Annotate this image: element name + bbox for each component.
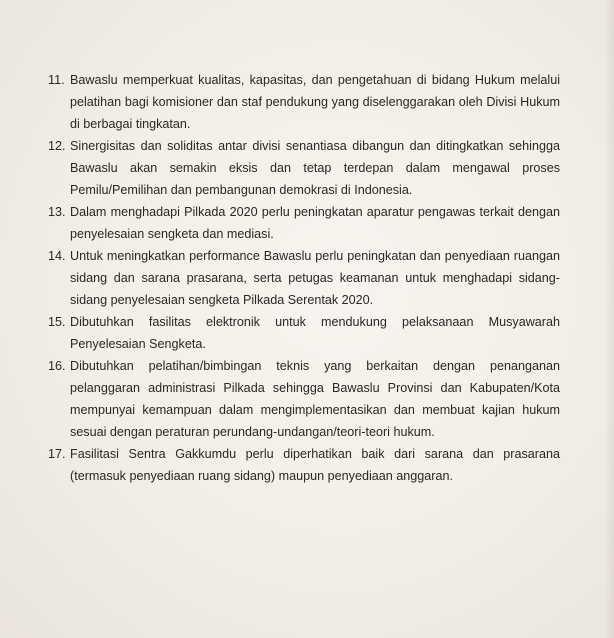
item-number: 14. [48, 249, 66, 263]
recommendation-list [48, 69, 560, 487]
item-number: 13. [48, 205, 66, 219]
list-item [48, 311, 560, 355]
item-text: Untuk meningkatkan performance Bawaslu perlu peningkatan dan penyediaan ruangan sidang dan sarana prasarana, serta petugas keamanan untuk menghadapi sidang-sidang penyelesaian sengketa Pilkada Serentak 2020. [70, 249, 560, 307]
list-item [48, 135, 560, 201]
list-item [48, 355, 560, 443]
item-text: Dibutuhkan pelatihan/bimbingan teknis yang berkaitan dengan penanganan pelanggaran administrasi Pilkada sehingga Bawaslu Provinsi dan Kabupaten/Kota mempunyai kemampuan dalam mengimplementasikan dan membuat kajian hukum sesuai dengan peraturan perundang-undangan/teori-teori hukum. [70, 359, 560, 439]
item-number: 16. [48, 359, 66, 373]
list-item [48, 245, 560, 311]
item-number: 17. [48, 447, 66, 461]
item-text: Dibutuhkan fasilitas elektronik untuk mendukung pelaksanaan Musyawarah Penyelesaian Sengketa. [70, 315, 560, 351]
item-number: 12. [48, 139, 66, 153]
item-text: Dalam menghadapi Pilkada 2020 perlu peningkatan aparatur pengawas terkait dengan penyelesaian sengketa dan mediasi. [70, 205, 560, 241]
item-text: Sinergisitas dan soliditas antar divisi senantiasa dibangun dan ditingkatkan sehingga Bawaslu akan semakin eksis dan tetap terdepan dalam mengawal proses Pemilu/Pemilihan dan pembangunan demokrasi di Indonesia. [70, 139, 560, 197]
item-text: Fasilitasi Sentra Gakkumdu perlu diperhatikan baik dari sarana dan prasarana (termasuk penyediaan ruang sidang) maupun penyediaan anggaran. [70, 447, 560, 483]
item-number: 15. [48, 315, 66, 329]
list-item [48, 69, 560, 135]
list-item [48, 443, 560, 487]
item-number: 11. [48, 73, 65, 87]
item-text: Bawaslu memperkuat kualitas, kapasitas, dan pengetahuan di bidang Hukum melalui pelatihan bagi komisioner dan staf pendukung yang diselenggarakan oleh Divisi Hukum di berbagai tingkatan. [70, 73, 560, 131]
list-item [48, 201, 560, 245]
page-edge-shadow [604, 0, 614, 638]
